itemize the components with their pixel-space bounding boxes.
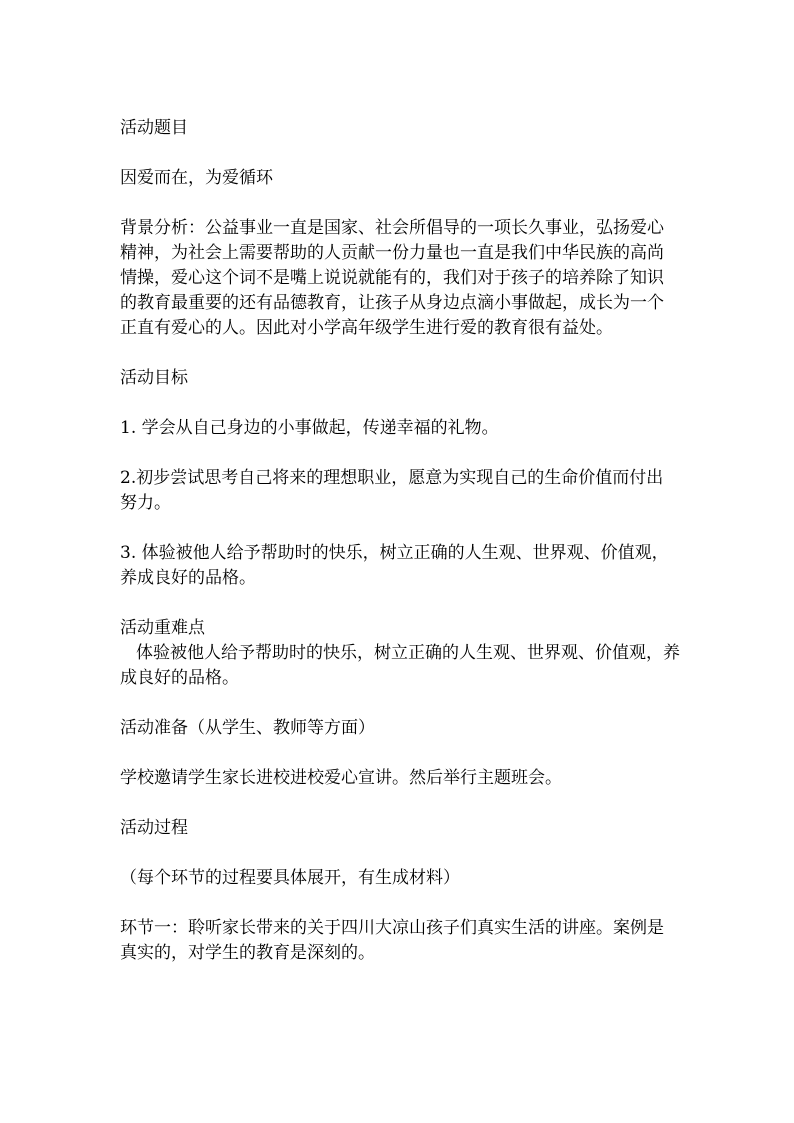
key-points-text: 体验被他人给予帮助时的快乐，树立正确的人生观、世界观、价值观，养成良好的品格。 <box>120 643 680 688</box>
background-analysis: 背景分析：公益事业一直是国家、社会所倡导的一项长久事业，弘扬爱心精神，为社会上需要帮助的人贡献一份力量也一直是我们中华民族的高尚情操，爱心这个词不是嘴上说说就能有的，我们对于孩子的培养除了知识的教育最重要的还有品德教育，让孩子从身边点滴小事做起，成长为一个正直有爱心的人。因此对小学高年级学生进行爱的教育很有益处。 <box>120 218 664 338</box>
heading-activity-title: 活动题目 <box>120 118 188 138</box>
heading-key-points: 活动重难点 <box>120 618 205 638</box>
heading-process: 活动过程 <box>120 818 188 838</box>
document-page <box>120 116 680 991</box>
goal-item-2: 2.初步尝试思考自己将来的理想职业，愿意为实现自己的生命价值而付出努力。 <box>120 468 664 513</box>
heading-activity-goals: 活动目标 <box>120 368 188 388</box>
process-step-1: 环节一：聆听家长带来的关于四川大凉山孩子们真实生活的讲座。案例是真实的，对学生的教育是深刻的。 <box>120 918 664 963</box>
process-note: （每个环节的过程要具体展开，有生成材料） <box>120 868 460 888</box>
activity-title-text: 因爱而在，为爱循环 <box>120 168 273 188</box>
goal-item-1: 1. 学会从自己身边的小事做起，传递幸福的礼物。 <box>120 418 499 438</box>
preparation-text: 学校邀请学生家长进校进校爱心宣讲。然后举行主题班会。 <box>120 768 562 788</box>
goal-item-3: 3. 体验被他人给予帮助时的快乐，树立正确的人生观、世界观、价值观，养成良好的品格。 <box>120 543 669 588</box>
heading-preparation: 活动准备（从学生、教师等方面） <box>120 718 375 738</box>
